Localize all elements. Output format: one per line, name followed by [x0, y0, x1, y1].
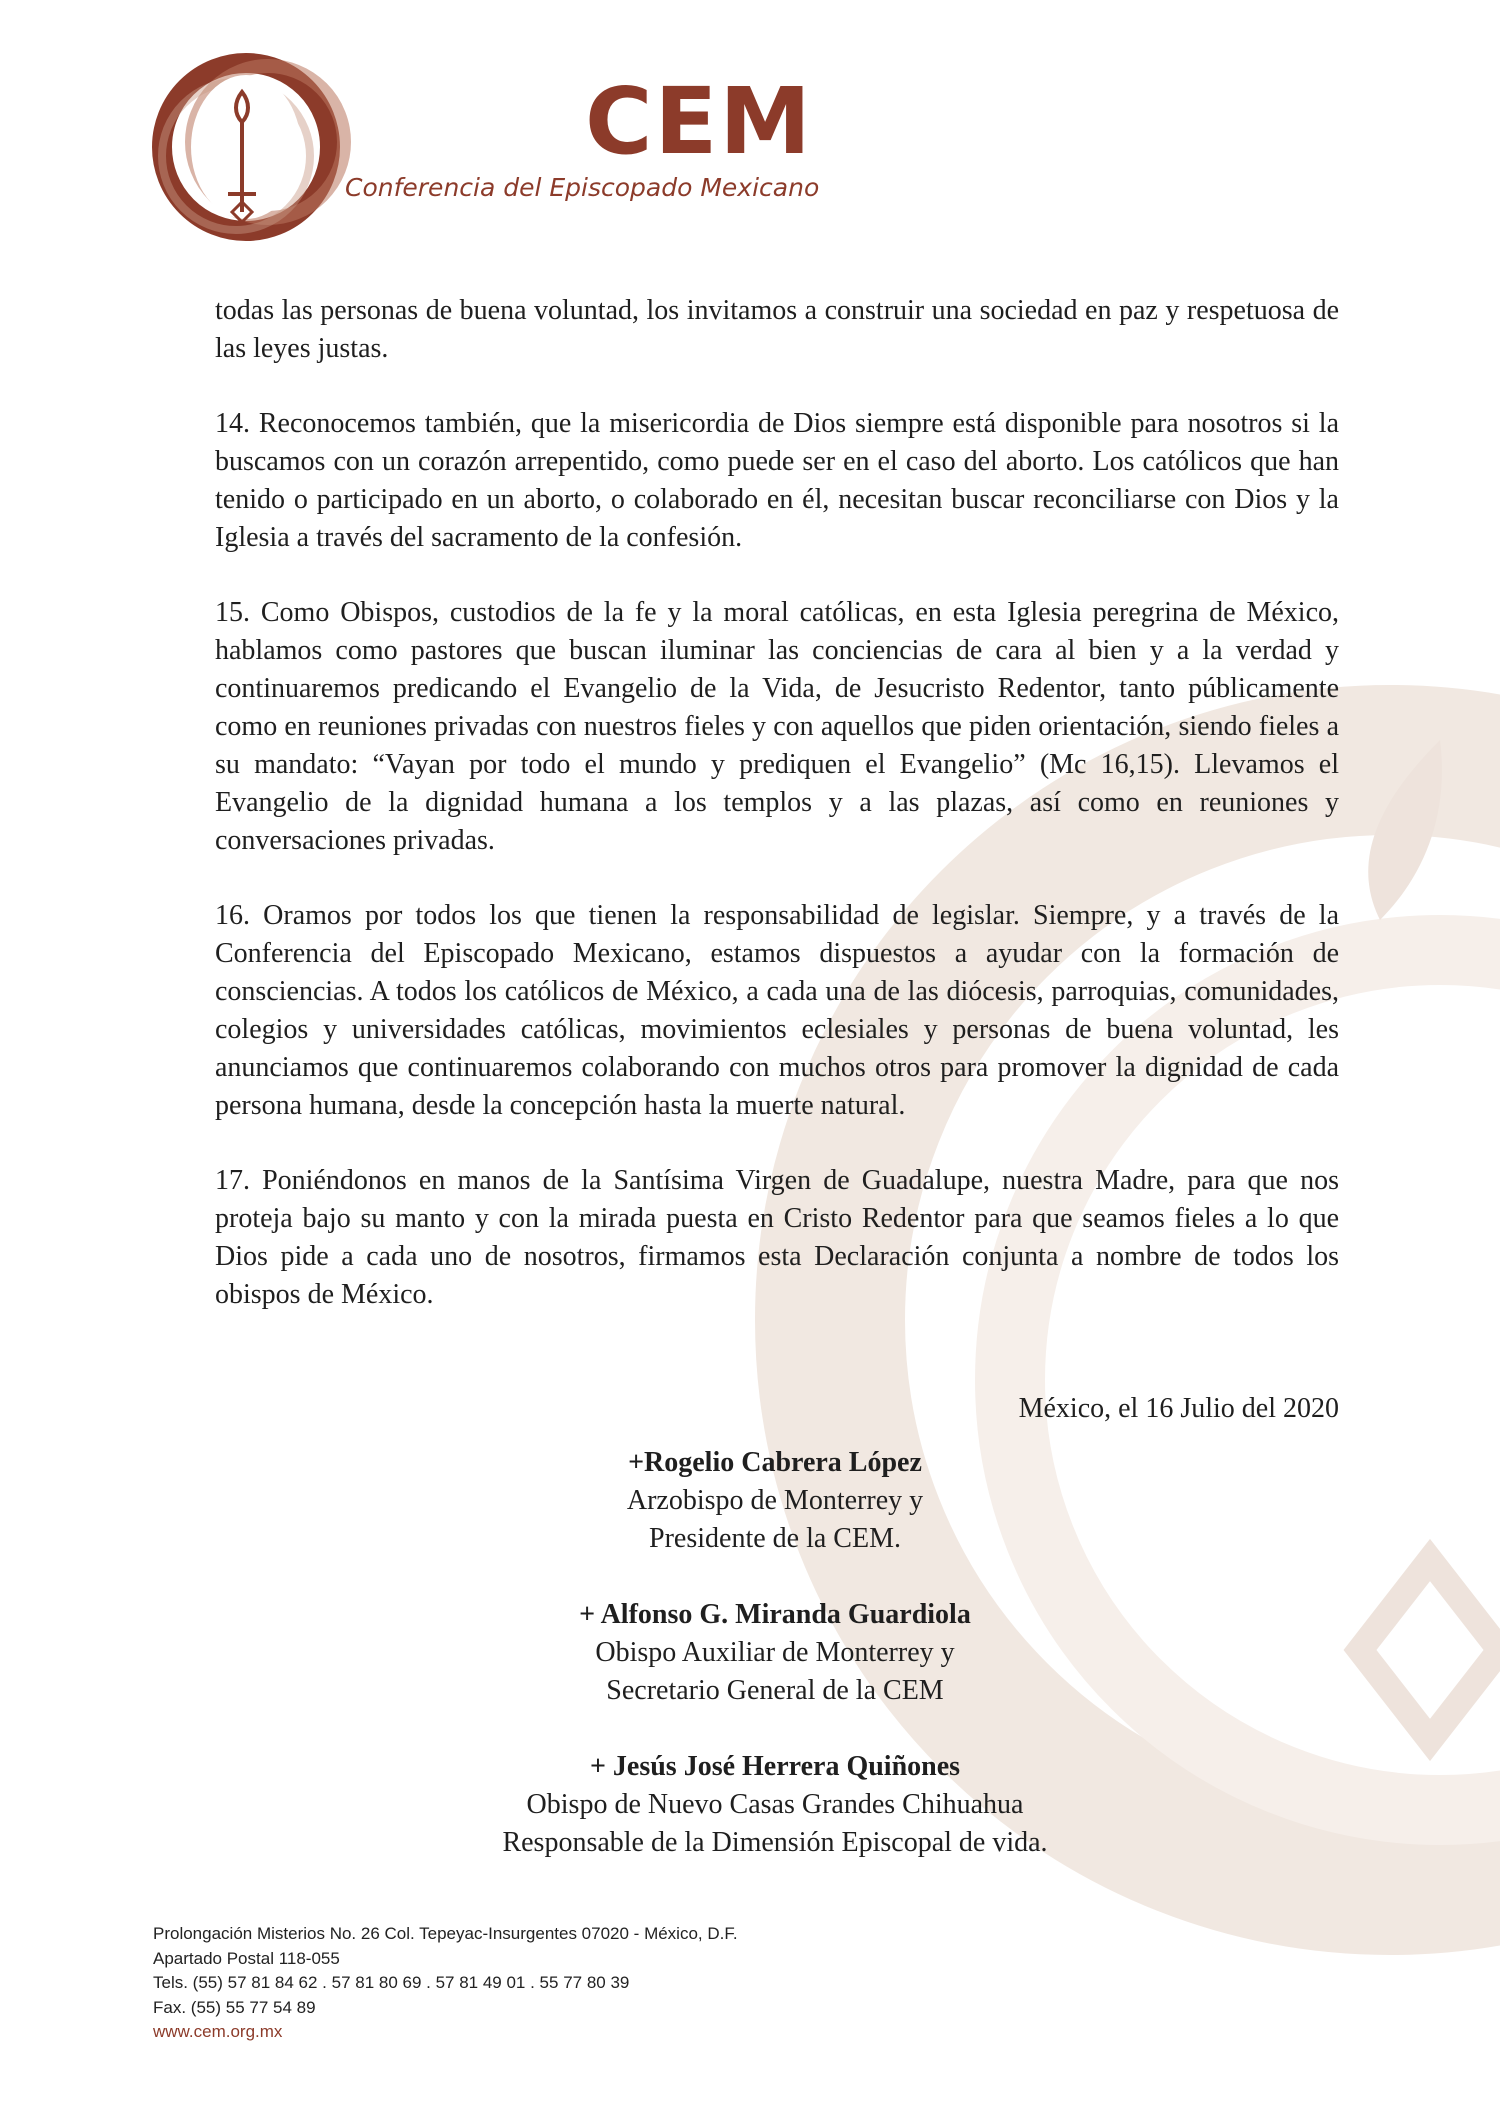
- footer-phones: Tels. (55) 57 81 84 62 . 57 81 80 69 . 57 81 49 01 . 55 77 80 39: [153, 1973, 630, 1992]
- date-line: México, el 16 Julio del 2020: [1018, 1393, 1339, 1424]
- signatory-title: Arzobispo de Monterrey y: [626, 1485, 924, 1516]
- footer-website-link[interactable]: www.cem.org.mx: [153, 2022, 283, 2041]
- organization-acronym: CEM: [585, 68, 813, 175]
- paragraph-17: 17. Poniéndonos en manos de la Santísima Virgen de Guadalupe, nuestra Madre, para que nos proteja bajo su manto y con la mirada puesta en Cristo Redentor para que seamos fieles a lo que Dios pide a cada uno de nosotros, firmamos esta Declaración conjunta a nombre de todos los obispos de México.: [215, 1165, 1339, 1310]
- contact-footer: [153, 1922, 738, 2045]
- signatory-name: + Jesús José Herrera Quiñones: [589, 1751, 961, 1782]
- signatory-block: [425, 1444, 1125, 1558]
- letter-body: [215, 292, 1339, 1351]
- signatory-title: Presidente de la CEM.: [649, 1523, 901, 1554]
- signatory-title: Secretario General de la CEM: [606, 1675, 944, 1706]
- signatory-name: + Alfonso G. Miranda Guardiola: [579, 1599, 971, 1630]
- footer-po-box: Apartado Postal 118-055: [153, 1948, 340, 1968]
- footer-fax: Fax. (55) 55 77 54 89: [153, 1997, 316, 2017]
- paragraph-16: 16. Oramos por todos los que tienen la responsabilidad de legislar. Siempre, y a través de la Conferencia del Episcopado Mexicano, estamos dispuestos a ayudar con la formación de consciencias. A todos los católicos de México, a cada una de las diócesis, parroquias, comunidades, colegios y universidades católicas, movimientos eclesiales y personas de buena voluntad, les anunciamos que continuaremos colaborando con muchos otros para promover la dignidad de cada persona humana, desde la concepción hasta la muerte natural.: [215, 900, 1339, 1121]
- paragraph-continuation: todas las personas de buena voluntad, los invitamos a construir una sociedad en paz y respetuosa de las leyes justas.: [215, 295, 1339, 364]
- signatory-title: Responsable de la Dimensión Episcopal de vida.: [502, 1827, 1048, 1858]
- paragraph-15: 15. Como Obispos, custodios de la fe y la moral católicas, en esta Iglesia peregrina de México, hablamos como pastores que buscan iluminar las conciencias de cara al bien y a la verdad y continuaremos predicando el Evangelio de la Vida, de Jesucristo Redentor, tanto públicamente como en reuniones privadas con nuestros fieles y con aquellos que piden orientación, siendo fieles a su mandato: “Vayan por todo el mundo y prediquen el Evangelio” (Mc 16,15). Llevamos el Evangelio de la dignidad humana a los templos y a las plazas, así como en reuniones y conversaciones privadas.: [215, 597, 1339, 856]
- cem-logo-mark-icon: [140, 44, 352, 250]
- organization-name: Conferencia del Episcopado Mexicano: [345, 173, 820, 202]
- signatory-block: [425, 1596, 1125, 1710]
- footer-address: Prolongación Misterios No. 26 Col. Tepeyac-Insurgentes 07020 - México, D.F.: [153, 1924, 738, 1943]
- paragraph-14: 14. Reconocemos también, que la misericordia de Dios siempre está disponible para nosotros si la buscamos con un corazón arrepentido, como puede ser en el caso del aborto. Los católicos que han tenido o participado en un aborto, o colaborado en él, necesitan buscar reconciliarse con Dios y la Iglesia a través del sacramento de la confesión.: [215, 408, 1339, 553]
- signatory-name: +Rogelio Cabrera López: [628, 1447, 922, 1478]
- signatory-block: [425, 1748, 1125, 1862]
- signatory-title: Obispo Auxiliar de Monterrey y: [595, 1637, 955, 1668]
- signatures: [425, 1444, 1125, 1900]
- signatory-title: Obispo de Nuevo Casas Grandes Chihuahua: [526, 1789, 1024, 1820]
